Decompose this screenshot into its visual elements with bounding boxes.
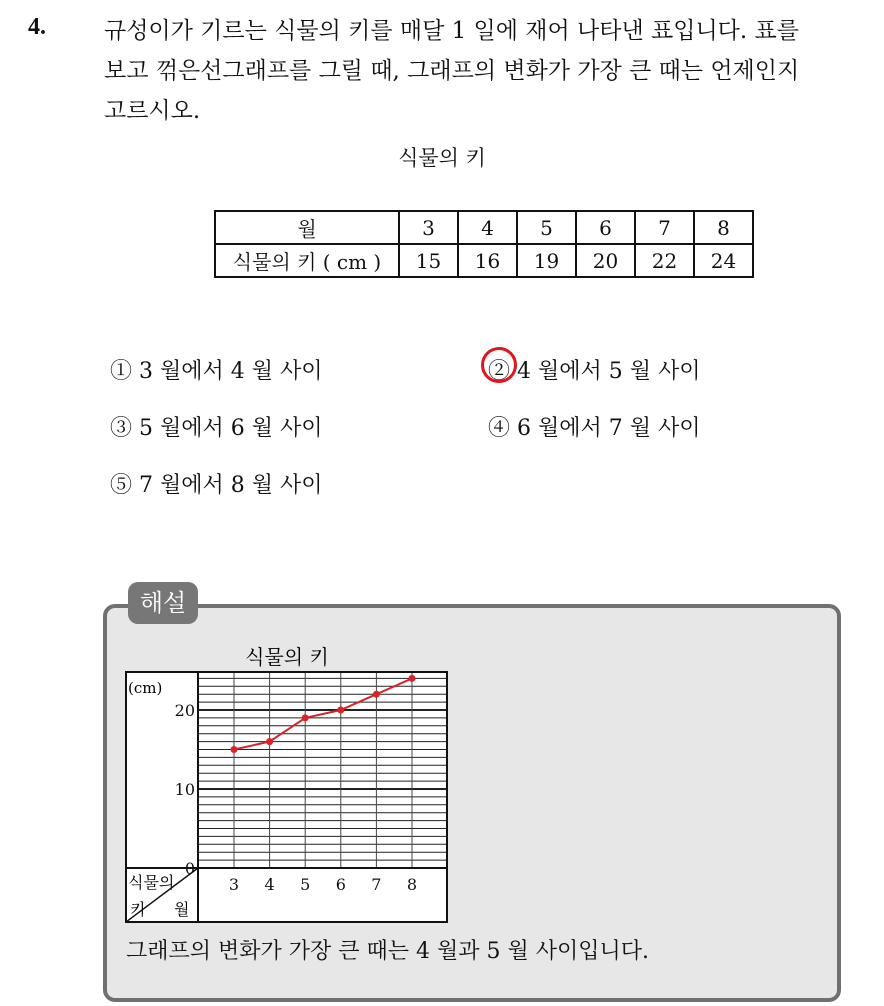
corner-label-top: 식물의: [128, 873, 175, 892]
y-tick-label: 20: [174, 701, 195, 720]
question-line-3: 고르시오.: [104, 98, 201, 124]
choice-marker: ②: [488, 359, 511, 384]
table-cell-height: 22: [635, 244, 694, 277]
choice-text: 3 월에서 4 월 사이: [139, 359, 323, 384]
data-point: [373, 691, 380, 698]
choice-marker: ③: [110, 416, 133, 441]
choice-text: 7 월에서 8 월 사이: [139, 473, 323, 498]
question-line-2: 보고 꺾은선그래프를 그릴 때, 그래프의 변화가 가장 큰 때는 언제인지: [104, 58, 800, 84]
table-cell-height: 15: [399, 244, 458, 277]
question-number: 4.: [28, 14, 46, 40]
data-point: [266, 738, 273, 745]
corner-label-bottom-left: 키: [130, 900, 146, 919]
y-tick-label: 10: [174, 780, 195, 799]
solution-tag: 해설: [128, 582, 198, 624]
x-tick-label: 5: [300, 875, 311, 894]
table-cell-height: 16: [458, 244, 517, 277]
x-tick-label: 4: [264, 875, 275, 894]
choice-marker: ⑤: [110, 473, 133, 498]
solution-explanation: 그래프의 변화가 가장 큰 때는 4 월과 5 월 사이입니다.: [126, 939, 649, 964]
table-title: 식물의 키: [398, 146, 486, 170]
x-tick-label: 6: [335, 875, 346, 894]
choice-text: 6 월에서 7 월 사이: [517, 416, 701, 441]
table-cell-height: 19: [517, 244, 576, 277]
y-tick-label: 0: [184, 859, 195, 878]
table-cell-month: 8: [694, 211, 753, 244]
corner-label-bottom-right: 월: [174, 900, 190, 919]
table-cell-month: 4: [458, 211, 517, 244]
chart-unit-label: (cm): [128, 679, 163, 697]
table-cell-month: 7: [635, 211, 694, 244]
x-tick-label: 7: [371, 875, 382, 894]
question-line-1: 규성이가 기르는 식물의 키를 매달 1 일에 재어 나타낸 표입니다. 표를: [104, 18, 799, 44]
choice-text: 4 월에서 5 월 사이: [517, 359, 701, 384]
data-point: [302, 714, 309, 721]
table-cell-month: 5: [517, 211, 576, 244]
table-row-label: 식물의 키 ( cm ): [215, 244, 399, 277]
x-tick-label: 8: [406, 875, 418, 894]
table-header-label: 월: [215, 211, 399, 244]
choice-marker: ④: [488, 416, 511, 441]
table-cell-height: 20: [576, 244, 635, 277]
choice-marker: ①: [110, 359, 133, 384]
data-point: [231, 746, 238, 753]
chart-title: 식물의 키: [245, 645, 329, 669]
data-point: [337, 707, 344, 714]
table-cell-height: 24: [694, 244, 753, 277]
choice-text: 5 월에서 6 월 사이: [139, 416, 323, 441]
table-cell-month: 6: [576, 211, 635, 244]
x-tick-label: 3: [228, 875, 240, 894]
data-point: [409, 675, 416, 682]
table-cell-month: 3: [399, 211, 458, 244]
